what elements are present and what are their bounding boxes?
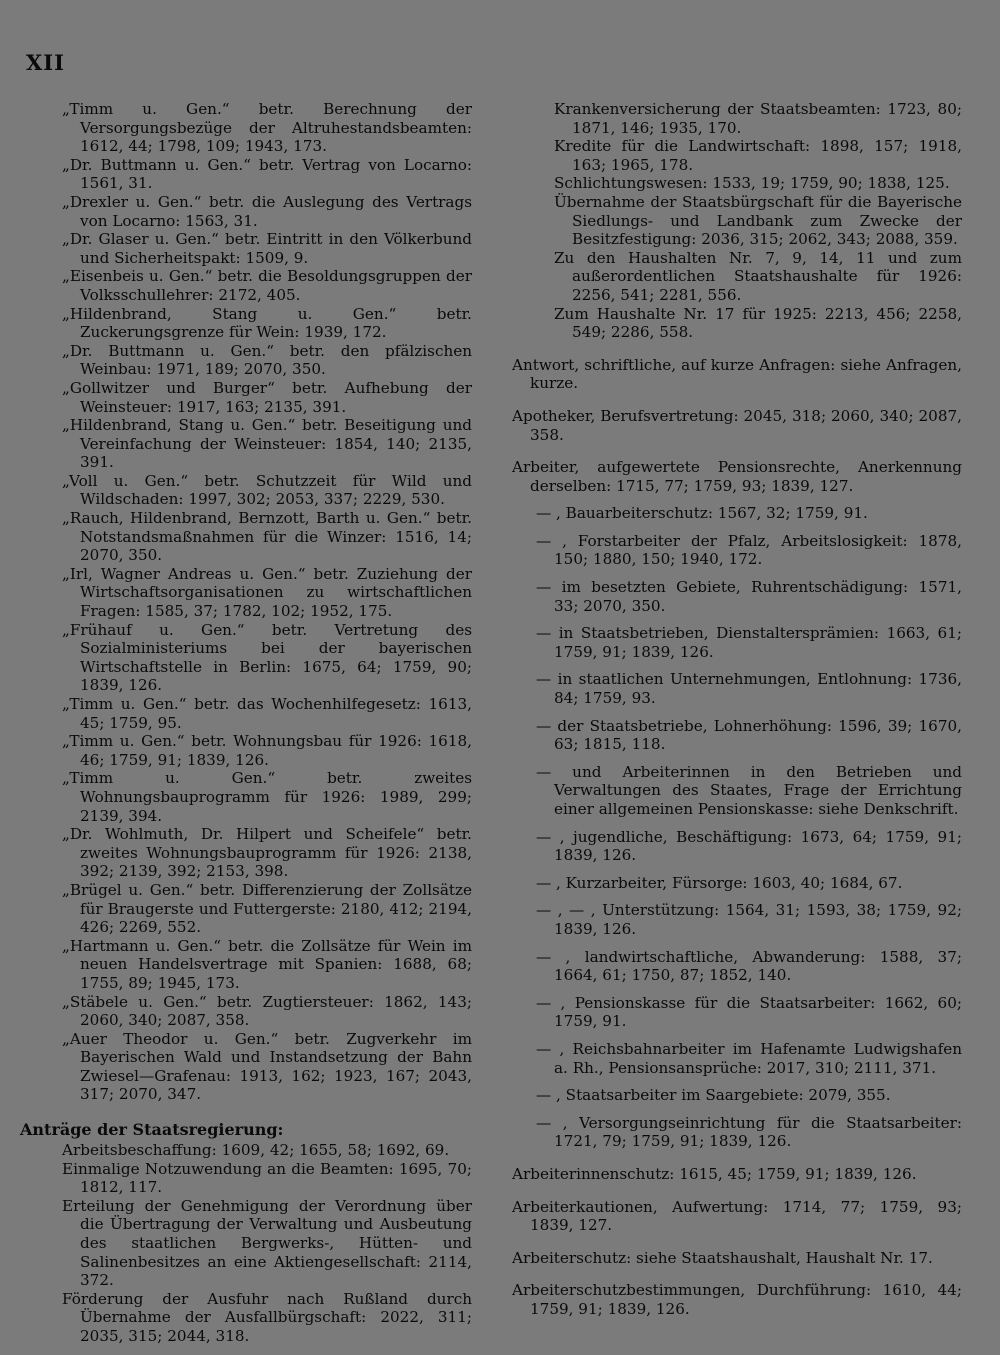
index-entry: Schlichtungswesen: 1533, 19; 1759, 90; 1838, 125. (554, 174, 950, 193)
index-entry-antwort: Antwort, schriftliche, auf kurze Anfragen: siehe Anfragen, kurze. (512, 355, 962, 393)
index-entry: „Hildenbrand, Stang u. Gen.“ betr. Beseitigung und Vereinfachung der Weinsteuer: 1854, 140; 2135, 391. (62, 416, 472, 472)
index-subentry: — , Forstarbeiter der Pfalz, Arbeitslosigkeit: 1878, 150; 1880, 150; 1940, 172. (536, 531, 962, 569)
index-entry: „Brügel u. Gen.“ betr. Differenzierung der Zollsätze für Braugerste und Futtergerste: 2180, 412; 2194, 426; 2269, 552. (62, 880, 472, 937)
index-entry: „Auer Theodor u. Gen.“ betr. Zugverkehr im Bayerischen Wald und Instandsetzung der Bahn Zwiesel—Grafenau: 1913, 162; 1923, 167; 2043, 317; 2070, 347. (62, 1029, 472, 1104)
right-column (512, 100, 962, 1318)
index-subentry: — , jugendliche, Beschäftigung: 1673, 64; 1759, 91; 1839, 126. (536, 827, 962, 865)
index-entry-arbeiterschutzbestimmungen: Arbeiterschutzbestimmungen, Durchführung: 1610, 44; 1759, 91; 1839, 126. (512, 1281, 962, 1318)
index-entry: „Rauch, Hildenbrand, Bernzott, Barth u. Gen.“ betr. Notstandsmaßnahmen für die Winzer: 1516, 14; 2070, 350. (62, 509, 472, 565)
index-entry: „Irl, Wagner Andreas u. Gen.“ betr. Zuziehung der Wirtschaftsorganisationen zu wirtschaftlichen Fragen: 1585, 37; 1782, 102; 1952, 175. (62, 564, 472, 621)
index-entry: Krankenversicherung der Staatsbeamten: 1723, 80; 1871, 146; 1935, 170. (554, 100, 962, 137)
index-entry-arbeiterschutz: Arbeiterschutz: siehe Staatshaushalt, Haushalt Nr. 17. (512, 1248, 933, 1267)
index-entry: Arbeitsbeschaffung: 1609, 42; 1655, 58; 1692, 69. (62, 1141, 450, 1160)
index-entry: „Dr. Glaser u. Gen.“ betr. Eintritt in den Völkerbund und Sicherheitspakt: 1509, 9. (62, 230, 472, 267)
index-entry: Zum Haushalte Nr. 17 für 1925: 2213, 456; 2258, 549; 2286, 558. (554, 304, 962, 342)
index-entry: Erteilung der Genehmigung der Verordnung über die Übertragung der Verwaltung und Ausbeutung des staatlichen Bergwerks-, Hütten- und Salinenbesitzes an eine Aktiengesellschaft: 2114, 372. (62, 1196, 472, 1290)
index-entry: Kredite für die Landwirtschaft: 1898, 157; 1918, 163; 1965, 178. (554, 137, 962, 174)
index-entry: „Dr. Wohlmuth, Dr. Hilpert und Scheifele“ betr. zweites Wohnungsbauprogramm für 1926: 2138, 392; 2139, 392; 2153, 398. (62, 825, 472, 881)
index-subentry: — in Staatsbetrieben, Dienstaltersprämien: 1663, 61; 1759, 91; 1839, 126. (536, 624, 962, 661)
index-entry: „Timm u. Gen.“ betr. Wohnungsbau für 1926: 1618, 46; 1759, 91; 1839, 126. (62, 732, 472, 769)
index-entry: „Timm u. Gen.“ betr. Berechnung der Versorgungsbezüge der Altruhestandsbeamten: 1612, 44; 1798, 109; 1943, 173. (62, 100, 472, 156)
index-entry: Einmalige Notzuwendung an die Beamten: 1695, 70; 1812, 117. (62, 1159, 472, 1197)
index-entry: „Frühauf u. Gen.“ betr. Vertretung des Sozialministeriums bei der bayerischen Wirtschaftstelle in Berlin: 1675, 64; 1759, 90; 1839, 126. (62, 620, 472, 695)
index-entry: Förderung der Ausfuhr nach Rußland durch Übernahme der Ausfallbürgschaft: 2022, 311; 2035, 315; 2044, 318. (62, 1289, 472, 1345)
index-entry: „Gollwitzer und Burger“ betr. Aufhebung der Weinsteuer: 1917, 163; 2135, 391. (62, 378, 472, 416)
index-entry: „Dr. Buttmann u. Gen.“ betr. den pfälzischen Weinbau: 1971, 189; 2070, 350. (62, 341, 472, 379)
index-subentry: — , Staatsarbeiter im Saargebiete: 2079, 355. (536, 1086, 891, 1105)
index-subentry: — , Reichsbahnarbeiter im Hafenamte Ludwigshafen a. Rh., Pensionsansprüche: 2017, 310; 2111, 371. (536, 1039, 962, 1077)
index-subentry: — , Bauarbeiterschutz: 1567, 32; 1759, 91. (536, 504, 868, 523)
left-column (20, 100, 472, 1346)
index-subentry: — in staatlichen Unternehmungen, Entlohnung: 1736, 84; 1759, 93. (536, 670, 962, 708)
page-number: XII (26, 50, 65, 75)
index-entry: „Dr. Buttmann u. Gen.“ betr. Vertrag von Locarno: 1561, 31. (62, 155, 472, 193)
index-subentry: — , Versorgungseinrichtung für die Staatsarbeiter: 1721, 79; 1759, 91; 1839, 126. (536, 1113, 962, 1151)
section-heading-antraege: Anträge der Staatsregierung: (20, 1120, 284, 1140)
index-entry-arbeiterinnenschutz: Arbeiterinnenschutz: 1615, 45; 1759, 91; 1839, 126. (512, 1164, 917, 1183)
index-entry: „Timm u. Gen.“ betr. zweites Wohnungsbauprogramm für 1926: 1989, 299; 2139, 394. (62, 769, 472, 825)
index-subentry: — , Pensionskasse für die Staatsarbeiter: 1662, 60; 1759, 91. (536, 993, 962, 1031)
index-subentry: — und Arbeiterinnen in den Betrieben und Verwaltungen des Staates, Frage der Errichtung einer allgemeinen Pensionskasse: siehe Denkschrift. (536, 762, 962, 818)
index-entry: „Drexler u. Gen.“ betr. die Auslegung des Vertrags von Locarno: 1563, 31. (62, 192, 472, 230)
index-entry: „Stäbele u. Gen.“ betr. Zugtiersteuer: 1862, 143; 2060, 340; 2087, 358. (62, 992, 472, 1030)
index-entry: „Hildenbrand, Stang u. Gen.“ betr. Zuckerungsgrenze für Wein: 1939, 172. (62, 304, 472, 342)
index-entry-arbeiter: Arbeiter, aufgewertete Pensionsrechte, Anerkennung derselben: 1715, 77; 1759, 93; 1839, 127. (512, 458, 962, 495)
index-entry: „Voll u. Gen.“ betr. Schutzzeit für Wild und Wildschaden: 1997, 302; 2053, 337; 2229, 530. (62, 471, 472, 509)
index-subentry: — , — , Unterstützung: 1564, 31; 1593, 38; 1759, 92; 1839, 126. (536, 901, 962, 938)
index-subentry: — im besetzten Gebiete, Ruhrentschädigung: 1571, 33; 2070, 350. (536, 578, 962, 615)
index-subentry: — , Kurzarbeiter, Fürsorge: 1603, 40; 1684, 67. (536, 873, 903, 892)
index-entry-arbeiterkautionen: Arbeiterkautionen, Aufwertung: 1714, 77; 1759, 93; 1839, 127. (512, 1197, 962, 1235)
index-entry: Zu den Haushalten Nr. 7, 9, 14, 11 und zum außerordentlichen Staatshaushalte für 1926: 2256, 541; 2281, 556. (554, 248, 962, 304)
index-entry: Übernahme der Staatsbürgschaft für die Bayerische Siedlungs- und Landbank zum Zwecke der Besitzfestigung: 2036, 315; 2062, 343; 2088, 359. (554, 192, 962, 249)
index-entry: „Hartmann u. Gen.“ betr. die Zollsätze für Wein im neuen Handelsvertrage mit Spanien: 1688, 68; 1755, 89; 1945, 173. (62, 936, 472, 992)
index-entry-apotheker: Apotheker, Berufsvertretung: 2045, 318; 2060, 340; 2087, 358. (512, 406, 962, 444)
index-entry: „Eisenbeis u. Gen.“ betr. die Besoldungsgruppen der Volksschullehrer: 2172, 405. (62, 267, 472, 304)
index-entry: „Timm u. Gen.“ betr. das Wochenhilfegesetz: 1613, 45; 1759, 95. (62, 695, 472, 732)
index-subentry: — der Staatsbetriebe, Lohnerhöhung: 1596, 39; 1670, 63; 1815, 118. (536, 716, 962, 754)
index-subentry: — , landwirtschaftliche, Abwanderung: 1588, 37; 1664, 61; 1750, 87; 1852, 140. (536, 947, 962, 985)
